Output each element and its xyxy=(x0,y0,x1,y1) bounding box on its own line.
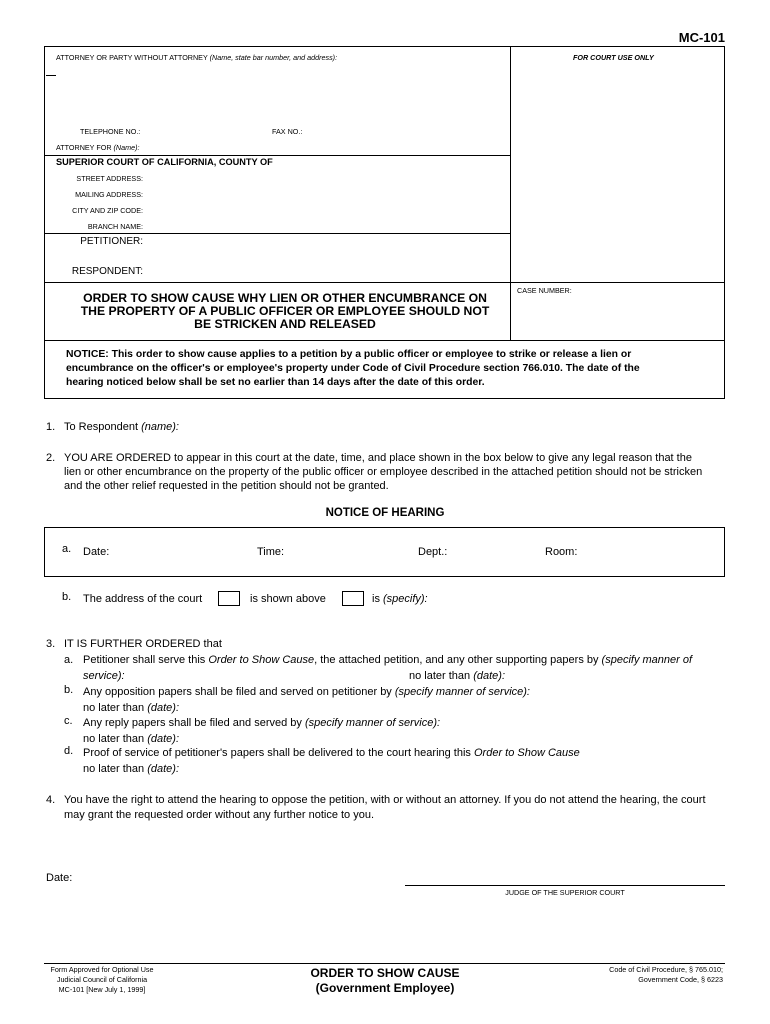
attorney-label xyxy=(56,53,337,62)
item-1-label: To Respondent xyxy=(64,421,142,433)
footer-approval-line-3: MC-101 [New July 1, 1999] xyxy=(58,985,146,994)
branch-name-label: BRANCH NAME: xyxy=(87,222,143,231)
item-3a-label: a. xyxy=(64,654,74,666)
court-address-text: The address of the court xyxy=(83,593,203,605)
item-3d-no-later-than: no later than xyxy=(83,763,148,775)
opposition-date-field[interactable] xyxy=(190,701,490,715)
attorney-for-note: (Name): xyxy=(113,143,140,152)
hearing-date-field[interactable] xyxy=(115,543,250,559)
footer-title xyxy=(235,966,535,996)
hearing-time-field[interactable] xyxy=(290,543,410,559)
item-3c-deadline xyxy=(83,732,179,746)
item-3b-note: (specify manner of service): xyxy=(394,686,530,698)
item-2-line-3: and the other relief requested in the petition should not be granted. xyxy=(64,480,389,492)
item-1-note: (name): xyxy=(141,421,179,433)
hearing-room-field[interactable] xyxy=(582,543,720,559)
court-use-label: FOR COURT USE ONLY xyxy=(573,53,654,62)
specify-address-label xyxy=(372,592,428,606)
document-title-line-1: ORDER TO SHOW CAUSE WHY LIEN OR OTHER ENCUMBRANCE ON xyxy=(83,291,487,305)
shown-above-checkbox[interactable] xyxy=(218,591,240,606)
item-3b-date-note: (date): xyxy=(147,702,180,714)
item-3b-label: b. xyxy=(64,684,74,696)
court-name: SUPERIOR COURT OF CALIFORNIA, COUNTY OF xyxy=(56,157,273,167)
notice-text xyxy=(66,348,640,390)
item-4-number: 4. xyxy=(46,794,56,806)
document-title-line-3: BE STRICKEN AND RELEASED xyxy=(194,317,376,331)
item-4-line-1: You have the right to attend the hearing to oppose the petition, with or without an attorney. If you do not attend the hearing, the court xyxy=(64,794,706,806)
item-3a-text-2: , the attached petition, and any other supporting papers by xyxy=(314,654,602,666)
notice-of-hearing-heading: NOTICE OF HEARING xyxy=(325,507,445,519)
petitioner-label: PETITIONER: xyxy=(80,236,143,247)
item-3a-italic-1: Order to Show Cause xyxy=(208,654,315,666)
hearing-room-label: Room: xyxy=(545,546,578,558)
court-address-field[interactable] xyxy=(436,591,720,607)
reply-date-field[interactable] xyxy=(190,732,490,746)
respondent-field[interactable] xyxy=(148,265,503,280)
hearing-b-label: b. xyxy=(62,591,72,603)
item-1-text xyxy=(64,420,179,434)
county-field[interactable] xyxy=(298,157,503,169)
item-3d-note: Order to Show Cause xyxy=(473,747,580,759)
petitioner-field[interactable] xyxy=(148,235,503,250)
item-3c-date-note: (date): xyxy=(147,733,180,745)
item-3a-italic-2: (specify manner of xyxy=(601,654,693,666)
fax-label: FAX NO.: xyxy=(272,127,303,136)
footer-approval xyxy=(44,965,160,995)
item-3a-text-1: Petitioner shall serve this xyxy=(83,654,209,666)
item-3d-deadline xyxy=(83,762,179,776)
notice-line-1: NOTICE: This order to show cause applies to a petition by a public officer or employee to strike or release a lien or xyxy=(66,349,632,360)
item-4-text xyxy=(64,793,706,823)
specify-address-text: is xyxy=(372,593,383,605)
opposition-manner-field[interactable] xyxy=(548,685,720,699)
telephone-label: TELEPHONE NO.: xyxy=(80,127,141,136)
respondent-name-field[interactable] xyxy=(188,420,720,434)
street-address-label: STREET ADDRESS: xyxy=(76,174,143,183)
case-number-label: CASE NUMBER: xyxy=(517,286,572,295)
attorney-label-note: (Name, state bar number, and address): xyxy=(209,53,338,62)
address-start-marker xyxy=(46,75,56,76)
item-3a-deadline xyxy=(409,669,505,683)
item-3b-body: Any opposition papers shall be filed and served on petitioner by xyxy=(83,686,395,698)
item-3c-text xyxy=(83,716,440,730)
item-3b-no-later-than: no later than xyxy=(83,702,148,714)
item-3c-note: (specify manner of service): xyxy=(304,717,441,729)
judge-label: JUDGE OF THE SUPERIOR COURT xyxy=(505,888,625,897)
city-zip-field[interactable] xyxy=(148,204,503,217)
footer-citation-2: Government Code, § 6223 xyxy=(638,975,723,984)
judge-signature-field[interactable] xyxy=(405,860,725,884)
attorney-for-label xyxy=(56,143,139,152)
item-2-line-1: YOU ARE ORDERED to appear in this court at the date, time, and place shown in the box below to give any legal reason that the xyxy=(64,452,692,464)
hearing-dept-field[interactable] xyxy=(455,543,537,559)
hearing-date-label: Date: xyxy=(83,546,110,558)
attorney-label-text: ATTORNEY OR PARTY WITHOUT ATTORNEY xyxy=(56,53,210,62)
item-3b-deadline xyxy=(83,701,179,715)
attorney-for-field[interactable] xyxy=(135,141,500,154)
mailing-address-label: MAILING ADDRESS: xyxy=(75,190,143,199)
attorney-for-text: ATTORNEY FOR xyxy=(56,143,114,152)
item-3d-label: d. xyxy=(64,745,74,757)
judge-signature-line xyxy=(405,885,725,886)
attorney-info-field[interactable] xyxy=(56,64,501,122)
item-3a-italic-3: service): xyxy=(83,670,125,682)
telephone-field[interactable] xyxy=(145,125,265,138)
document-title-line-2: THE PROPERTY OF A PUBLIC OFFICER OR EMPLOYEE SHOULD NOT xyxy=(80,304,490,318)
item-2-number: 2. xyxy=(46,452,56,464)
notice-line-2: encumbrance on the officer's or employee's property under Code of Civil Procedure section 766.010. The date of the xyxy=(66,363,640,374)
hearing-a-label: a. xyxy=(62,543,72,555)
branch-name-field[interactable] xyxy=(148,220,503,232)
item-3c-body: Any reply papers shall be filed and served by xyxy=(83,717,305,729)
fax-field[interactable] xyxy=(305,125,500,138)
item-2-text xyxy=(64,451,702,493)
item-3a-no-later-than: no later than xyxy=(409,670,474,682)
footer-approval-line-2: Judicial Council of California xyxy=(56,975,148,984)
footer-title-sub: (Government Employee) xyxy=(315,981,455,995)
form-number: MC-101 xyxy=(678,30,725,45)
respondent-label: RESPONDENT: xyxy=(71,266,143,277)
attorney-section-divider xyxy=(44,155,510,156)
item-3c-no-later-than: no later than xyxy=(83,733,148,745)
case-number-field[interactable] xyxy=(515,296,720,336)
footer-title-main: ORDER TO SHOW CAUSE xyxy=(310,966,460,980)
service-date-field[interactable] xyxy=(518,669,720,683)
notice-line-3: hearing noticed below shall be set no earlier than 14 days after the date of this order. xyxy=(66,377,485,388)
item-4-line-2: may grant the requested order without any further notice to you. xyxy=(64,809,375,821)
city-zip-label: CITY AND ZIP CODE: xyxy=(72,206,143,215)
parties-section-divider xyxy=(44,282,725,283)
specify-address-checkbox[interactable] xyxy=(342,591,364,606)
item-3d-date-note: (date): xyxy=(147,763,180,775)
mailing-address-field[interactable] xyxy=(148,188,503,201)
item-3-text: IT IS FURTHER ORDERED that xyxy=(64,638,222,650)
proof-of-service-date-field[interactable] xyxy=(190,762,490,776)
item-3a-text xyxy=(83,653,692,667)
reply-manner-field[interactable] xyxy=(456,716,720,730)
court-use-area[interactable] xyxy=(515,64,720,278)
footer-citations xyxy=(540,965,723,985)
document-title xyxy=(52,292,518,331)
footer-rule xyxy=(44,963,725,964)
item-3a-date-note: (date): xyxy=(473,670,506,682)
item-3c-label: c. xyxy=(64,715,73,727)
street-address-field[interactable] xyxy=(148,172,503,185)
service-manner-field[interactable] xyxy=(130,669,400,683)
item-3-number: 3. xyxy=(46,638,56,650)
hearing-dept-label: Dept.: xyxy=(418,546,448,558)
order-date-field[interactable] xyxy=(80,869,330,885)
hearing-time-label: Time: xyxy=(257,546,285,558)
specify-address-note: (specify): xyxy=(383,593,428,605)
footer-citation-1: Code of Civil Procedure, § 765.010; xyxy=(609,965,723,974)
court-section-divider xyxy=(44,233,510,234)
item-1-number: 1. xyxy=(46,421,56,433)
item-3d-body: Proof of service of petitioner's papers shall be delivered to the court hearing this xyxy=(83,747,474,759)
item-2-line-2: lien or other encumbrance on the property of the public officer or employee described in the attached petition should not be stricken xyxy=(64,466,703,478)
order-date-label: Date: xyxy=(46,872,73,884)
item-3d-text xyxy=(83,746,580,760)
shown-above-label: is shown above xyxy=(250,593,326,605)
item-3b-text xyxy=(83,685,530,699)
footer-approval-line-1: Form Approved for Optional Use xyxy=(50,965,154,974)
